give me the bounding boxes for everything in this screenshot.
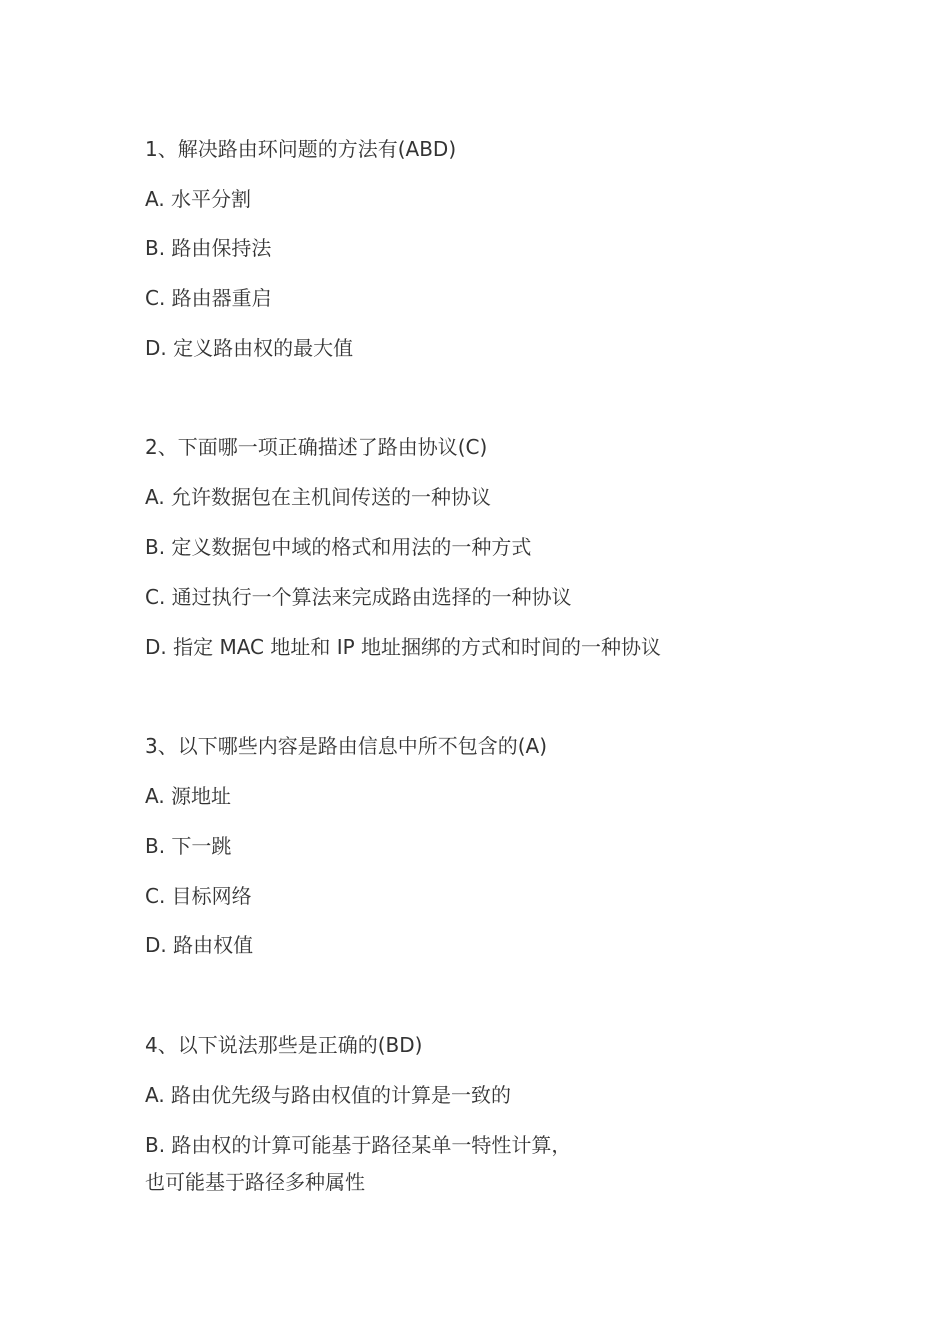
question-2-option-d: D. 指定 MAC 地址和 IP 地址捆绑的方式和时间的一种协议 bbox=[145, 635, 662, 659]
question-3-option-c: C. 目标网络 bbox=[145, 884, 252, 908]
question-1-option-b: B. 路由保持法 bbox=[145, 236, 272, 260]
question-2-option-c: C. 通过执行一个算法来完成路由选择的一种协议 bbox=[145, 585, 572, 609]
question-4-option-b-continued: 也可能基于路径多种属性 bbox=[145, 1170, 365, 1194]
question-1-stem: 1、解决路由环问题的方法有(ABD) bbox=[145, 137, 457, 161]
question-4-option-b: B. 路由权的计算可能基于路径某单一特性计算， bbox=[145, 1133, 572, 1157]
question-3-option-d: D. 路由权值 bbox=[145, 933, 254, 957]
question-1-option-d: D. 定义路由权的最大值 bbox=[145, 336, 354, 360]
question-2-option-a: A. 允许数据包在主机间传送的一种协议 bbox=[145, 485, 492, 509]
question-2-stem: 2、下面哪一项正确描述了路由协议(C) bbox=[145, 435, 488, 459]
question-3-stem: 3、以下哪些内容是路由信息中所不包含的(A) bbox=[145, 734, 548, 758]
question-1-option-c: C. 路由器重启 bbox=[145, 286, 272, 310]
question-4-stem: 4、以下说法那些是正确的(BD) bbox=[145, 1033, 423, 1057]
question-2-option-b: B. 定义数据包中域的格式和用法的一种方式 bbox=[145, 535, 532, 559]
question-1-option-a: A. 水平分割 bbox=[145, 187, 252, 211]
question-3-option-b: B. 下一跳 bbox=[145, 834, 232, 858]
question-4-option-a: A. 路由优先级与路由权值的计算是一致的 bbox=[145, 1083, 512, 1107]
question-3-option-a: A. 源地址 bbox=[145, 784, 232, 808]
